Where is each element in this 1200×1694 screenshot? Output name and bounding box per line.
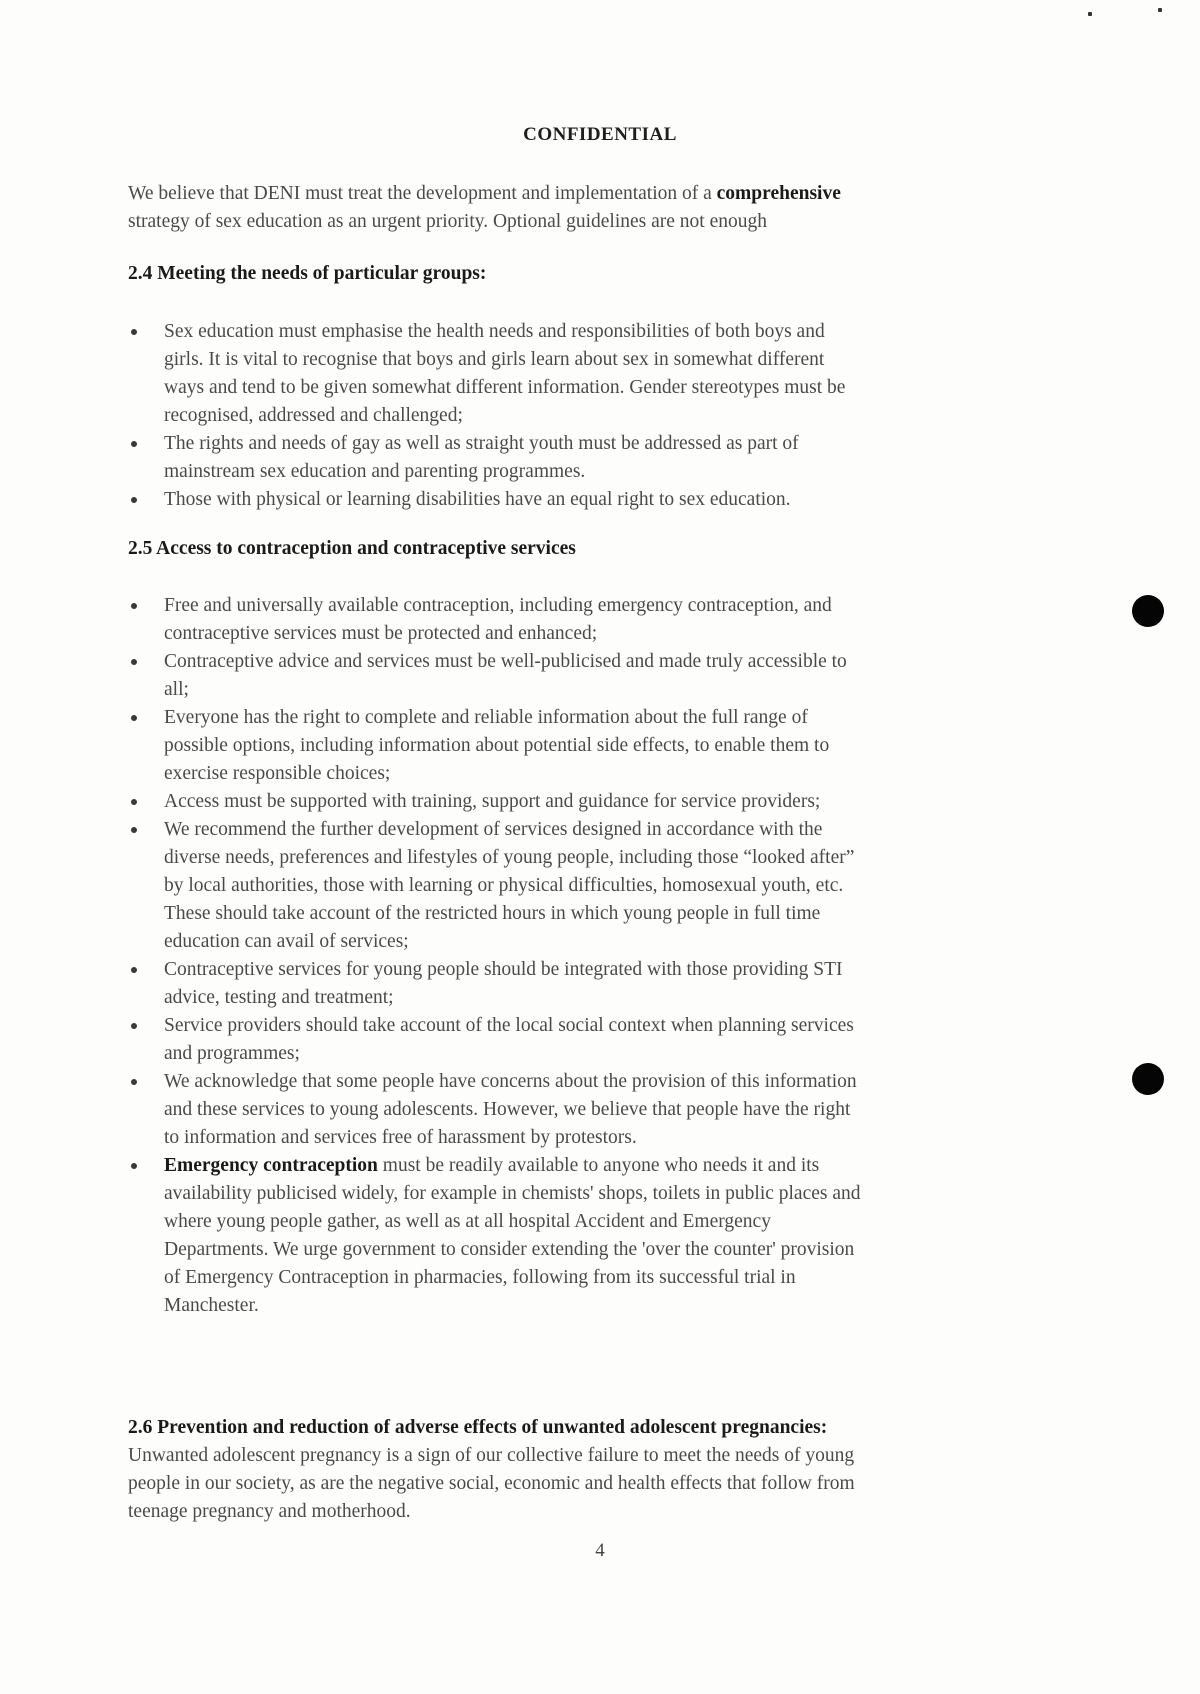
text-run: teenage pregnancy and motherhood. (128, 1501, 411, 1522)
text-line (128, 1498, 1068, 1526)
text-line (164, 1236, 1068, 1264)
bullet-item (128, 1068, 1068, 1152)
text-line (128, 180, 1068, 208)
text-run: must be readily available to anyone who needs it and its (377, 1155, 820, 1176)
punch-hole (1132, 595, 1164, 627)
bullet-item (128, 592, 1068, 648)
text-line (164, 458, 1068, 486)
text-run: ways and tend to be given somewhat different information. Gender stereotypes must be (164, 377, 846, 398)
text-run: mainstream sex education and parenting programmes. (164, 461, 586, 482)
text-run: and programmes; (164, 1043, 300, 1064)
bullet-item (128, 648, 1068, 704)
bullet-item (128, 788, 1068, 816)
text-run: availability publicised widely, for example in chemists' shops, toilets in public places and (164, 1183, 861, 1204)
text-line (164, 1264, 1068, 1292)
section-2-5-list (128, 592, 1068, 1320)
text-line (164, 402, 1068, 430)
section-2-6-paragraph (128, 1442, 1068, 1526)
bullet-icon (131, 967, 137, 973)
text-run: recognised, addressed and challenged; (164, 405, 463, 426)
text-run: Access must be supported with training, support and guidance for service providers; (164, 791, 821, 812)
text-run: of Emergency Contraception in pharmacies, following from its successful trial in (164, 1267, 796, 1288)
bullet-icon (131, 799, 137, 805)
text-line (164, 318, 1068, 346)
text-line (164, 1096, 1068, 1124)
text-line (164, 872, 1068, 900)
text-run: Contraceptive services for young people should be integrated with those providing STI (164, 959, 843, 980)
bullet-item (128, 956, 1068, 1012)
text-run: diverse needs, preferences and lifestyles of young people, including those “looked after” (164, 847, 855, 868)
text-line (164, 732, 1068, 760)
bullet-item (128, 816, 1068, 956)
text-line (164, 620, 1068, 648)
bullet-icon (131, 329, 137, 335)
text-line (164, 374, 1068, 402)
text-line (164, 1068, 1068, 1096)
text-run: Service providers should take account of the local social context when planning services (164, 1015, 854, 1036)
bullet-icon (131, 497, 137, 503)
bullet-icon (131, 715, 137, 721)
scan-speck (1158, 8, 1162, 12)
text-line (128, 208, 1068, 236)
text-line (128, 1470, 1068, 1498)
section-2-4 (128, 260, 1068, 288)
bullet-item (128, 318, 1068, 430)
section-heading: 2.6 Prevention and reduction of adverse effects of unwanted adolescent pregnancies: (128, 1417, 828, 1438)
text-line (164, 704, 1068, 732)
text-line (164, 816, 1068, 844)
scan-speck (1088, 12, 1092, 16)
text-run: by local authorities, those with learning or physical difficulties, homosexual youth, etc. (164, 875, 844, 896)
text-run: These should take account of the restricted hours in which young people in full time (164, 903, 821, 924)
text-run: We acknowledge that some people have concerns about the provision of this information (164, 1071, 857, 1092)
bullet-icon (131, 827, 137, 833)
text-run: We believe that DENI must treat the development and implementation of a (128, 183, 717, 204)
text-run: Contraceptive advice and services must be well-publicised and made truly accessible to (164, 651, 847, 672)
section-2-6 (128, 1414, 1068, 1526)
text-run: girls. It is vital to recognise that boys and girls learn about sex in somewhat different (164, 349, 825, 370)
page-number: 4 (595, 1540, 605, 1561)
text-line (128, 1442, 1068, 1470)
text-line (164, 346, 1068, 374)
text-run: contraceptive services must be protected and enhanced; (164, 623, 598, 644)
bullet-item (128, 704, 1068, 788)
bold-text: comprehensive (716, 183, 841, 204)
text-line (164, 788, 1068, 816)
text-run: possible options, including information about potential side effects, to enable them to (164, 735, 830, 756)
text-run: Manchester. (164, 1295, 259, 1316)
text-run: all; (164, 679, 189, 700)
text-line (164, 486, 1068, 514)
text-line (164, 844, 1068, 872)
section-2-5 (128, 535, 1068, 563)
text-line (164, 900, 1068, 928)
text-line (164, 592, 1068, 620)
bullet-list (128, 592, 1068, 1320)
text-run: The rights and needs of gay as well as straight youth must be addressed as part of (164, 433, 799, 454)
text-line (164, 1040, 1068, 1068)
bullet-list (128, 318, 1068, 514)
text-run: where young people gather, as well as at all hospital Accident and Emergency (164, 1211, 771, 1232)
text-line (164, 760, 1068, 788)
text-line (164, 430, 1068, 458)
bullet-icon (131, 441, 137, 447)
text-run: Free and universally available contraception, including emergency contraception, and (164, 595, 832, 616)
text-run: Everyone has the right to complete and reliable information about the full range of (164, 707, 808, 728)
text-line (164, 956, 1068, 984)
bold-text: Emergency contraception (164, 1155, 378, 1176)
text-run: and these services to young adolescents. However, we believe that people have the right (164, 1099, 851, 1120)
bullet-icon (131, 1163, 137, 1169)
bullet-item (128, 486, 1068, 514)
bullet-item (128, 430, 1068, 486)
text-line (164, 1124, 1068, 1152)
bullet-icon (131, 1079, 137, 1085)
text-run: Unwanted adolescent pregnancy is a sign of our collective failure to meet the needs of young (128, 1445, 855, 1466)
text-run: Sex education must emphasise the health needs and responsibilities of both boys and (164, 321, 825, 342)
text-run: advice, testing and treatment; (164, 987, 394, 1008)
text-line (164, 648, 1068, 676)
bullet-item (128, 1012, 1068, 1068)
section-2-4-list (128, 318, 1068, 514)
intro-lines (128, 180, 1068, 236)
text-line (164, 1292, 1068, 1320)
text-run: We recommend the further development of services designed in accordance with the (164, 819, 823, 840)
bullet-item (128, 1152, 1068, 1320)
text-run: strategy of sex education as an urgent priority. Optional guidelines are not enough (128, 211, 767, 232)
text-run: Departments. We urge government to consider extending the 'over the counter' provision (164, 1239, 855, 1260)
bullet-icon (131, 603, 137, 609)
text-line (164, 1180, 1068, 1208)
punch-hole (1132, 1063, 1164, 1095)
text-run: education can avail of services; (164, 931, 409, 952)
confidential-title: CONFIDENTIAL (523, 124, 677, 145)
text-line (164, 928, 1068, 956)
text-run: exercise responsible choices; (164, 763, 391, 784)
intro-paragraph (128, 180, 1068, 236)
text-line (164, 984, 1068, 1012)
section-heading: 2.5 Access to contraception and contraceptive services (128, 538, 576, 559)
text-run: to information and services free of harassment by protestors. (164, 1127, 637, 1148)
bullet-icon (131, 1023, 137, 1029)
section-heading: 2.4 Meeting the needs of particular groups: (128, 263, 487, 284)
text-line (164, 676, 1068, 704)
bullet-icon (131, 659, 137, 665)
text-line (164, 1208, 1068, 1236)
text-line (164, 1012, 1068, 1040)
text-line (164, 1152, 1068, 1180)
text-run: people in our society, as are the negative social, economic and health effects that follow from (128, 1473, 855, 1494)
text-run: Those with physical or learning disabilities have an equal right to sex education. (164, 489, 791, 510)
